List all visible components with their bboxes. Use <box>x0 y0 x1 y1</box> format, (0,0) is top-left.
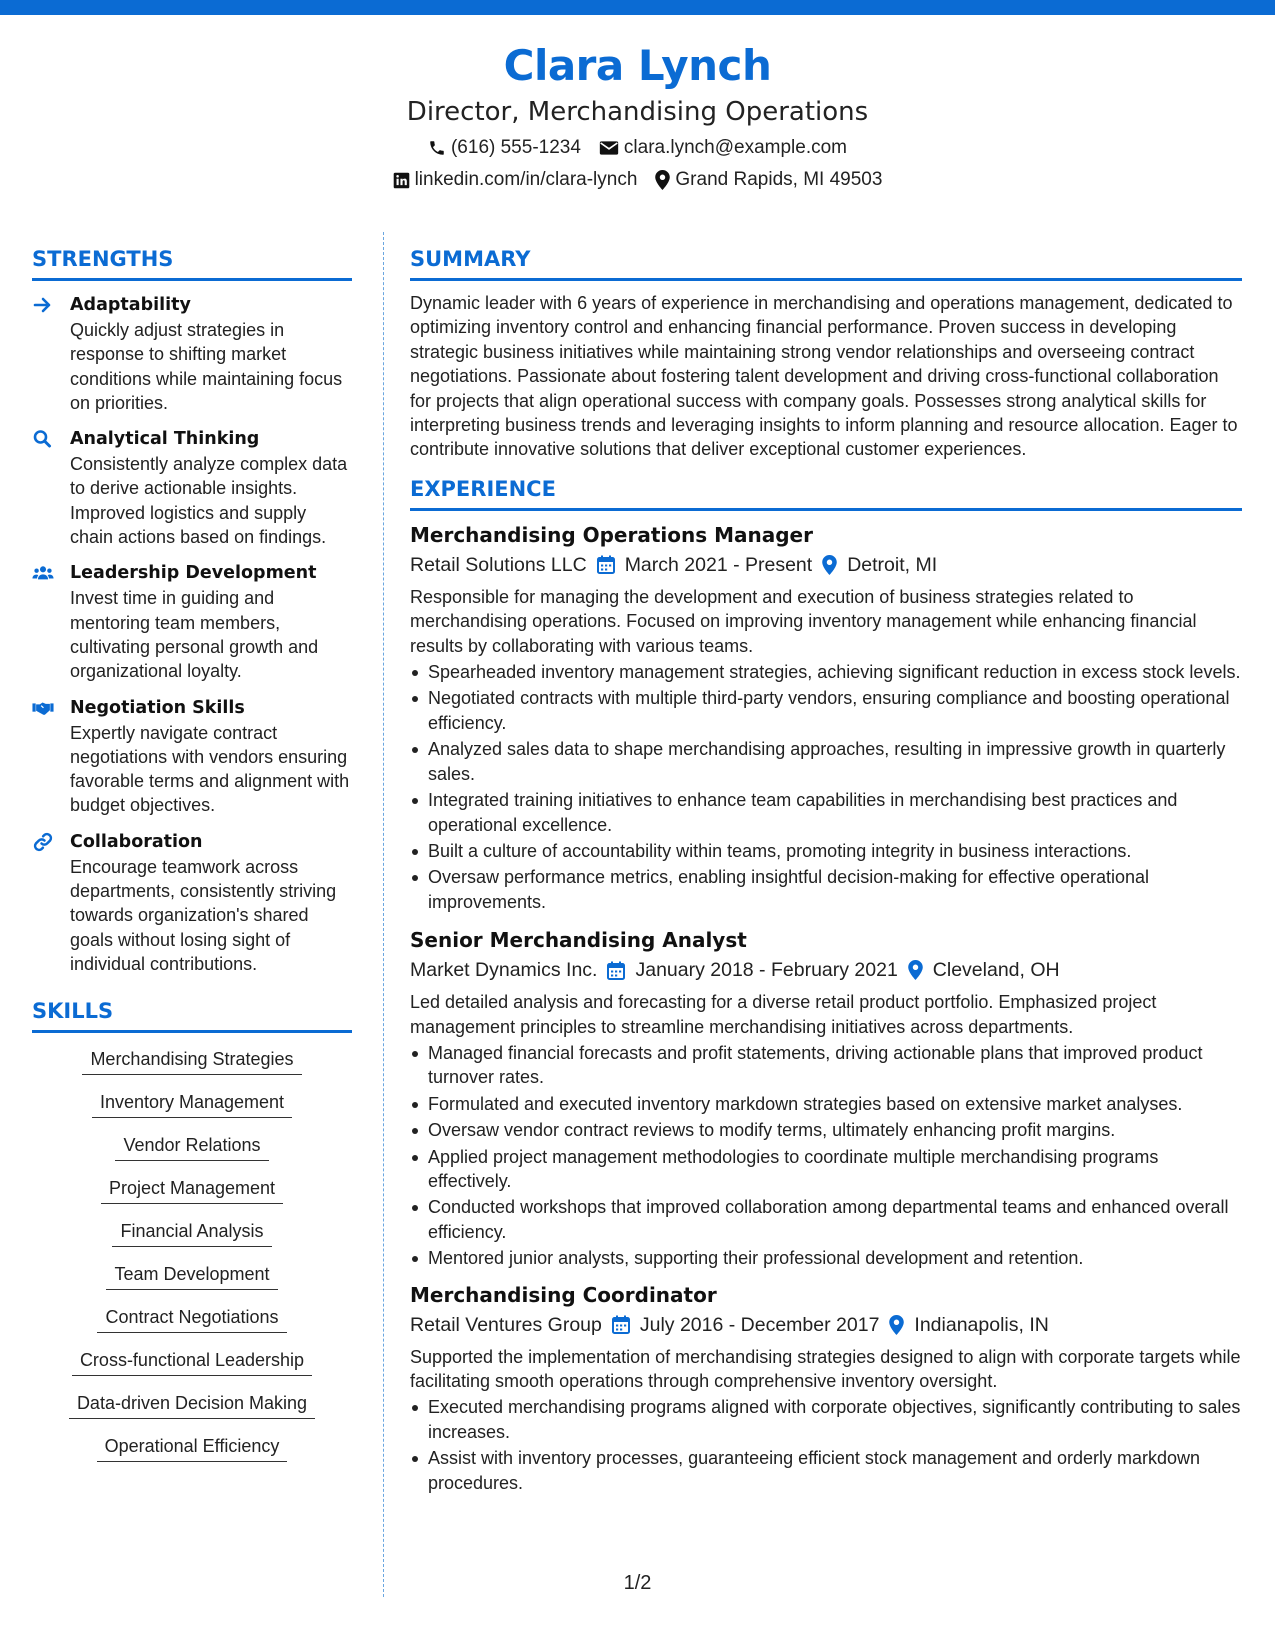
job-dates: July 2016 - December 2017 <box>639 1313 880 1336</box>
job-location-group <box>908 955 1060 985</box>
job-location-group <box>822 550 937 580</box>
left-column <box>32 246 352 1477</box>
job-dates-group <box>612 1310 880 1340</box>
strength-title: Leadership Development <box>70 563 317 584</box>
job-bullet: Negotiated contracts with multiple third-party vendors, ensuring compliance and boosting operational efficiency. <box>410 686 1242 735</box>
strengths-heading: STRENGTHS <box>32 246 352 281</box>
phone-text[interactable]: (616) 555-1234 <box>450 137 581 158</box>
job-bullet: Executed merchandising programs aligned with corporate objectives, significantly contributing to sales increases. <box>410 1395 1242 1444</box>
calendar-icon <box>612 1315 630 1334</box>
summary-text: Dynamic leader with 6 years of experience in merchandising and operations management, dedicated to optimizing inventory control and enhancing financial performance. Proven success in developing strategic business initiatives while maintaining strong vendor relationships and overseeing contract negotiations. Passionate about fostering talent development and driving cross-functional collaboration for projects that align operational success with company goals. Possesses strong analytical skills for interpreting business trends and leveraging insights to inform planning and resource allocation. Eager to contribute innovative solutions that deliver exceptional customer experiences. <box>410 293 1238 460</box>
strength-title: Analytical Thinking <box>70 429 260 450</box>
map-pin-icon <box>822 555 837 575</box>
job-company: Retail Ventures Group <box>410 1313 602 1336</box>
skill-tag: Data-driven Decision Making <box>69 1391 315 1419</box>
skill-tag: Vendor Relations <box>115 1133 268 1161</box>
job-location: Cleveland, OH <box>932 959 1060 982</box>
job-bullet: Applied project management methodologies to coordinate multiple merchandising programs effectively. <box>410 1145 1242 1194</box>
strength-item <box>32 696 352 818</box>
email-text[interactable]: clara.lynch@example.com <box>623 137 848 158</box>
linkedin-icon <box>393 172 410 189</box>
strength-desc: Quickly adjust strategies in response to shifting market conditions while maintaining focus on priorities. <box>70 320 343 413</box>
handshake-icon <box>32 698 54 718</box>
job-location: Detroit, MI <box>847 553 938 576</box>
users-icon <box>32 563 54 583</box>
job-bullet: Oversaw vendor contract reviews to modify terms, ultimately enhancing profit margins. <box>410 1118 1242 1142</box>
job-entry <box>410 521 1242 914</box>
envelope-icon <box>599 140 619 156</box>
strength-desc: Consistently analyze complex data to derive actionable insights. Improved logistics and supply chain actions based on findings. <box>70 454 348 548</box>
job-title: Merchandising Coordinator <box>410 1282 717 1307</box>
top-accent-bar <box>0 0 1275 15</box>
strength-title: Collaboration <box>70 831 203 852</box>
contact-row-1 <box>0 132 1275 164</box>
calendar-icon <box>597 555 615 574</box>
strength-desc: Encourage teamwork across departments, consistently striving towards organization's shared goals without losing sight of individual contributions. <box>70 856 337 974</box>
job-dates-group <box>607 955 897 985</box>
experience-heading: EXPERIENCE <box>410 476 1242 511</box>
calendar-icon <box>607 961 625 980</box>
resume-header <box>0 40 1275 196</box>
strength-item <box>32 293 352 415</box>
job-bullets <box>410 660 1242 914</box>
job-location: Indianapolis, IN <box>914 1313 1049 1336</box>
job-bullet: Managed financial forecasts and profit statements, driving actionable plans that improved product turnover rates. <box>410 1041 1242 1090</box>
email-contact <box>599 132 847 164</box>
job-title: Merchandising Operations Manager <box>410 522 813 547</box>
phone-icon <box>428 139 446 157</box>
job-description: Supported the implementation of merchandising strategies designed to align with corporate targets while facilitating smooth operations through comprehensive inventory oversight. <box>410 1346 1241 1391</box>
job-meta <box>410 955 1242 985</box>
job-description: Responsible for managing the development and execution of business strategies related to merchandising operations. Focused on improving inventory management while enhancing financial results by collaborating with various teams. <box>410 586 1197 656</box>
arrow-right-icon <box>32 295 54 315</box>
skill-tag: Inventory Management <box>92 1090 292 1118</box>
linkedin-text[interactable]: linkedin.com/in/clara-lynch <box>414 169 638 190</box>
contact-row-2 <box>0 164 1275 196</box>
strength-title: Negotiation Skills <box>70 697 245 718</box>
job-bullet: Assist with inventory processes, guaranteeing efficient stock management and orderly markdown procedures. <box>410 1446 1242 1495</box>
skill-tag: Cross-functional Leadership <box>72 1348 312 1376</box>
map-pin-icon <box>908 960 923 980</box>
candidate-title: Director, Merchandising Operations <box>406 97 869 127</box>
map-pin-icon <box>655 170 670 190</box>
link-icon <box>32 832 54 852</box>
strength-desc: Expertly navigate contract negotiations with vendors ensuring favorable terms and alignment with budget objectives. <box>70 722 350 816</box>
job-bullet: Formulated and executed inventory markdown strategies based on extensive market analyses. <box>410 1092 1242 1116</box>
strength-desc: Invest time in guiding and mentoring team members, cultivating personal growth and organizational loyalty. <box>70 588 319 682</box>
strength-item <box>32 561 352 683</box>
page-number: 1/2 <box>623 1572 652 1594</box>
job-bullet: Analyzed sales data to shape merchandising approaches, resulting in impressive growth in quarterly sales. <box>410 737 1242 786</box>
linkedin-contact <box>393 164 638 196</box>
job-dates: January 2018 - February 2021 <box>635 959 898 982</box>
job-company: Retail Solutions LLC <box>410 553 587 576</box>
job-bullet: Spearheaded inventory management strategies, achieving significant reduction in excess stock levels. <box>410 660 1242 684</box>
job-meta <box>410 1310 1242 1340</box>
job-bullets <box>410 1041 1242 1271</box>
skill-tag: Contract Negotiations <box>97 1305 286 1333</box>
job-bullet: Conducted workshops that improved collaboration among departmental teams and enhanced overall efficiency. <box>410 1195 1242 1244</box>
map-pin-icon <box>889 1315 904 1335</box>
search-icon <box>32 429 54 449</box>
job-entry <box>410 926 1242 1270</box>
skill-tag: Financial Analysis <box>112 1219 271 1247</box>
job-entry <box>410 1281 1242 1495</box>
location-text: Grand Rapids, MI 49503 <box>675 169 883 190</box>
job-bullets <box>410 1395 1242 1495</box>
job-location-group <box>889 1310 1048 1340</box>
phone-contact <box>428 132 581 164</box>
skill-tag: Project Management <box>101 1176 283 1204</box>
strength-item <box>32 427 352 549</box>
right-column <box>410 246 1242 1497</box>
job-dates: March 2021 - Present <box>624 553 813 576</box>
summary-heading: SUMMARY <box>410 246 1242 281</box>
skill-tag: Operational Efficiency <box>97 1434 288 1462</box>
skills-list <box>32 1047 352 1477</box>
job-bullet: Oversaw performance metrics, enabling insightful decision-making for effective operational improvements. <box>410 865 1242 914</box>
strength-title: Adaptability <box>70 295 191 315</box>
job-company: Market Dynamics Inc. <box>410 959 598 982</box>
skills-heading: SKILLS <box>32 998 352 1033</box>
strength-item <box>32 830 352 976</box>
job-bullet: Mentored junior analysts, supporting their professional development and retention. <box>410 1246 1242 1270</box>
job-description: Led detailed analysis and forecasting for a diverse retail product portfolio. Emphasized project management principles to streamline merchandising initiatives across departments. <box>410 992 1157 1037</box>
job-title: Senior Merchandising Analyst <box>410 928 747 953</box>
job-bullet: Integrated training initiatives to enhance team capabilities in merchandising best practices and operational excellence. <box>410 788 1242 837</box>
column-divider <box>383 232 384 1597</box>
job-bullet: Built a culture of accountability within teams, promoting integrity in business interactions. <box>410 839 1242 863</box>
candidate-name: Clara Lynch <box>503 41 772 90</box>
job-meta <box>410 550 1242 580</box>
job-dates-group <box>597 550 813 580</box>
skill-tag: Merchandising Strategies <box>82 1047 301 1075</box>
skill-tag: Team Development <box>106 1262 277 1290</box>
location-contact <box>655 164 882 196</box>
